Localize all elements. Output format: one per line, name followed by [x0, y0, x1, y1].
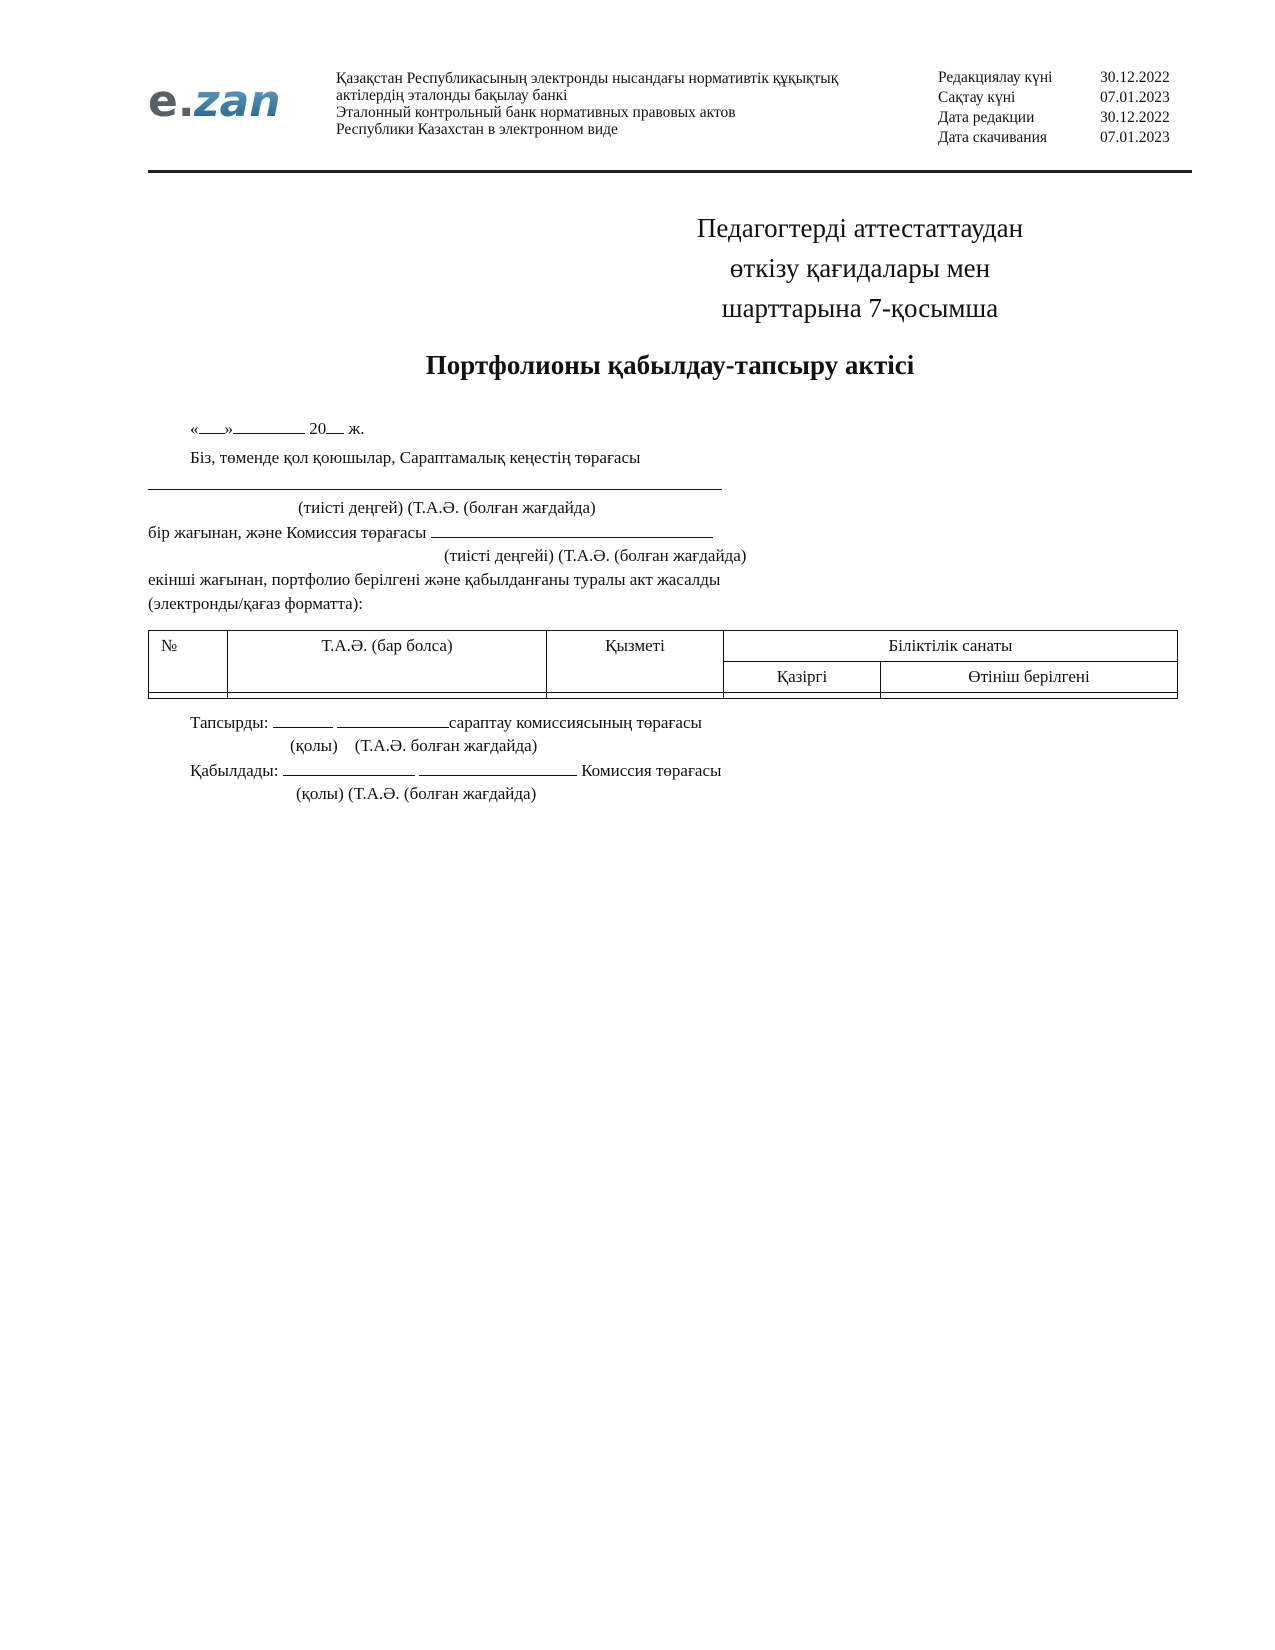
- appendix-line: шарттарына 7-қосымша: [721, 293, 999, 323]
- meta-label: Дата редакции: [938, 109, 1035, 126]
- table-cell: [547, 693, 724, 699]
- received-line: [190, 760, 721, 781]
- meta-label: Редакциялау күні: [938, 69, 1053, 86]
- received-label: Қабылдады:: [190, 761, 283, 780]
- table-row: [149, 693, 1178, 699]
- meta-row: [938, 88, 1170, 108]
- meta-row: [938, 68, 1170, 88]
- meta-row: [938, 108, 1170, 128]
- act-statement: екінші жағынан, портфолио берілгені және қабылданғаны туралы акт жасалды: [148, 570, 721, 589]
- level-note: (тиісті деңгей) (Т.А.Ә. (болған жағдайда): [298, 498, 596, 517]
- chairman-name-blank: [148, 474, 722, 490]
- portfolio-table: [148, 630, 1178, 699]
- meta-value: 30.12.2022: [1100, 109, 1170, 126]
- table-header-row: [149, 631, 1178, 662]
- meta-value: 07.01.2023: [1100, 89, 1170, 106]
- appendix-note: [660, 208, 1060, 328]
- commission-chair-blank: [431, 522, 713, 538]
- one-side-text: бір жағынан, және Комиссия төрағасы: [148, 523, 431, 542]
- handed-name-blank: [337, 712, 449, 728]
- table-cell: [881, 693, 1178, 699]
- document-title: Портфолионы қабылдау-тапсыру актісі: [425, 350, 915, 380]
- chairman-blank-line: [148, 474, 722, 495]
- repository-line: Қазақстан Республикасының электронды нысандағы нормативтік құқықтық: [336, 70, 839, 87]
- document-header: [148, 62, 1192, 170]
- column-header-category: Біліктілік санаты: [724, 631, 1178, 662]
- logo-zan-word: zan: [194, 76, 281, 127]
- column-header-current: Қазіргі: [724, 662, 881, 693]
- level-note: (тиісті деңгейі) (Т.А.Ә. (болған жағдайда): [444, 546, 747, 565]
- received-role: Комиссия төрағасы: [576, 761, 722, 780]
- table-cell: [149, 693, 228, 699]
- table-cell: [724, 693, 881, 699]
- year-prefix: 20: [305, 419, 327, 438]
- year-suffix: ж.: [344, 419, 365, 438]
- signature-note: (қолы) (Т.А.Ә. (болған жағдайда): [296, 784, 537, 803]
- column-header-label: Т.А.Ә. (бар болса): [321, 636, 453, 655]
- column-header-label: Қызметі: [605, 636, 665, 655]
- header-divider: [148, 170, 1192, 173]
- date-line: [190, 418, 365, 439]
- handed-over-line: [190, 712, 702, 733]
- day-blank: [199, 418, 225, 434]
- format-note: (электронды/қағаз форматта):: [148, 594, 364, 613]
- commission-chair-line: [148, 522, 713, 543]
- meta-label: Дата скачивания: [938, 129, 1048, 146]
- logo-e-letter: e.: [148, 76, 195, 127]
- received-signature-blank: [283, 760, 415, 776]
- meta-value: 30.12.2022: [1100, 69, 1170, 86]
- year-blank: [326, 418, 344, 434]
- ezan-logo-graphic: [148, 76, 298, 128]
- repository-line: актілердің эталонды бақылау банкі: [336, 87, 568, 104]
- column-header-number: [149, 631, 228, 693]
- signature-note: (қолы) (Т.А.Ә. болған жағдайда): [290, 736, 538, 755]
- column-header-applied: Өтініш берілгені: [881, 662, 1178, 693]
- appendix-line: Педагогтерді аттестаттаудан: [696, 213, 1024, 243]
- repository-line: Эталонный контрольный банк нормативных правовых актов: [336, 104, 736, 121]
- table-cell: [228, 693, 547, 699]
- received-name-blank: [419, 760, 577, 776]
- meta-value: 07.01.2023: [1100, 129, 1170, 146]
- meta-row: [938, 128, 1170, 148]
- column-header-name: [228, 631, 547, 693]
- parties-intro: Біз, төменде қол қоюшылар, Сараптамалық кеңестің төрағасы: [190, 448, 641, 467]
- ezan-logo: [148, 76, 298, 128]
- column-header-label: №: [161, 636, 178, 655]
- appendix-line: өткізу қағидалары мен: [729, 253, 991, 283]
- repository-line: Республики Казахстан в электронном виде: [336, 121, 618, 138]
- handed-label: Тапсырды:: [190, 713, 273, 732]
- handed-role: сараптау комиссиясының төрағасы: [448, 713, 702, 732]
- date-open-quote: «: [190, 419, 199, 438]
- month-blank: [233, 418, 305, 434]
- handed-signature-blank: [273, 712, 333, 728]
- date-close-quote: »: [224, 419, 233, 438]
- column-header-position: [547, 631, 724, 693]
- edition-dates: [938, 68, 1170, 148]
- repository-name: [336, 70, 838, 138]
- meta-label: Сақтау күні: [938, 89, 1016, 106]
